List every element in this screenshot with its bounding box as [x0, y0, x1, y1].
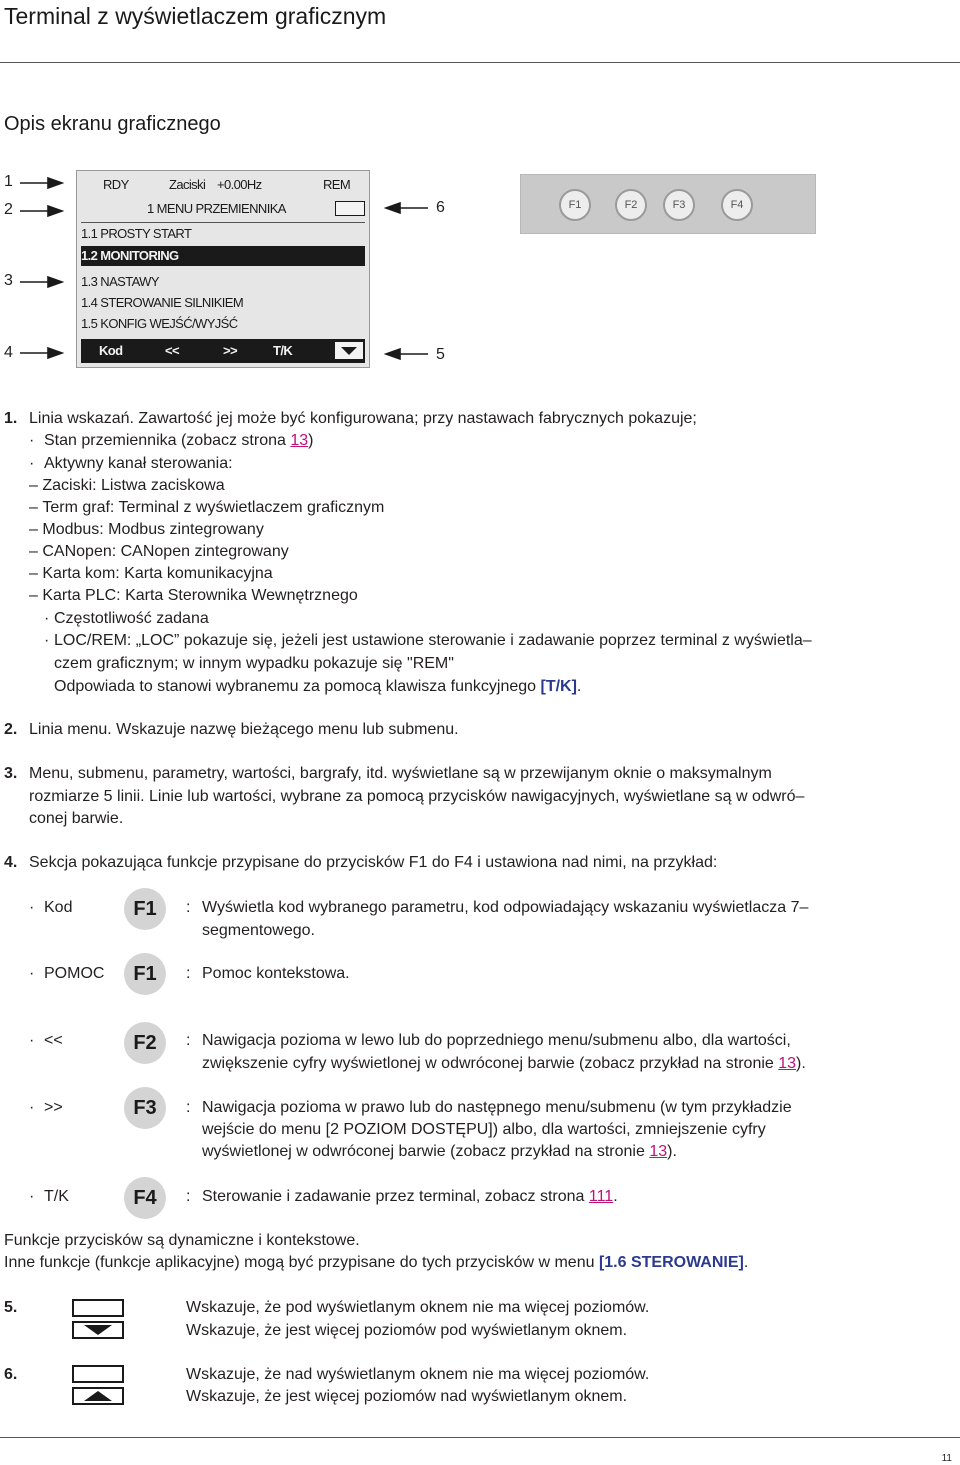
footer-divider: [0, 1437, 960, 1438]
paragraph: Linia menu. Wskazuje nazwę bieżącego menu lub submenu.: [29, 721, 459, 738]
dash-list-item: – Karta PLC: Karta Sterownika Wewnętrznego: [29, 587, 358, 604]
bullet-text: Stan przemiennika (zobacz strona 13): [44, 432, 314, 449]
bullet-item: ·: [29, 432, 35, 449]
more-levels-below-icon: [72, 1321, 124, 1339]
fkey-description: zwiększenie cyfry wyświetlonej w odwróconej barwie (zobacz przykład na stronie 13).: [202, 1055, 806, 1072]
callout-2: 2: [4, 201, 13, 218]
bullet-item: ·: [29, 1188, 35, 1205]
bullet-text: Aktywny kanał sterowania:: [44, 455, 233, 472]
key-reference[interactable]: [T/K]: [540, 678, 577, 695]
key-f1[interactable]: F1: [559, 189, 591, 221]
page-title: Terminal z wyświetlaczem graficznym: [4, 3, 387, 29]
item-number: 1.: [4, 410, 18, 427]
callout-1: 1: [4, 173, 13, 190]
f3-key-icon: F3: [124, 1087, 166, 1129]
fkey-next[interactable]: >>: [223, 343, 237, 358]
dash-list-item: – Zaciski: Listwa zaciskowa: [29, 477, 225, 494]
item-number: 4.: [4, 854, 18, 871]
fkey-description: wyświetlonej w odwróconej barwie (zobacz przykład na stronie 13).: [202, 1143, 677, 1160]
fkey-label: >>: [44, 1099, 63, 1116]
bullet-item: ·: [29, 1099, 35, 1116]
colon: :: [186, 1188, 191, 1205]
bullet-text: czem graficznym; w innym wypadku pokazuje się "REM": [54, 655, 454, 672]
fkey-label: T/K: [44, 1188, 69, 1205]
menu-line: [81, 199, 365, 219]
paragraph: Menu, submenu, parametry, wartości, bargrafy, itd. wyświetlane są w przewijanym oknie o maksymalnym: [29, 765, 772, 782]
f4-key-icon: F4: [124, 1177, 166, 1219]
dash-list-item: – Karta kom: Karta komunikacyjna: [29, 565, 273, 582]
item-number: 6.: [4, 1366, 18, 1383]
indicator-description: Wskazuje, że jest więcej poziomów pod wyświetlanym oknem.: [186, 1322, 628, 1339]
f2-key-icon: F2: [124, 1022, 166, 1064]
status-rem: REM: [323, 177, 351, 192]
status-channel: Zaciski: [169, 177, 206, 192]
f1-key-icon: F1: [124, 888, 166, 930]
fkey-label: POMOC: [44, 965, 105, 982]
bullet-item: ·: [29, 965, 35, 982]
indicator-description: Wskazuje, że nad wyświetlanym oknem nie ma więcej poziomów.: [186, 1366, 650, 1383]
colon: :: [186, 1032, 191, 1049]
no-more-levels-above-icon: [72, 1365, 124, 1383]
fkey-prev[interactable]: <<: [165, 343, 179, 358]
menu-item[interactable]: 1.4 STEROWANIE SILNIKIEM: [81, 295, 244, 310]
fkey-description: Nawigacja pozioma w prawo lub do następnego menu/submenu (w tym przykładzie: [202, 1099, 792, 1116]
paragraph: Funkcje przycisków są dynamiczne i kontekstowe.: [4, 1232, 360, 1249]
f1-key-icon: F1: [124, 953, 166, 995]
item-number: 2.: [4, 721, 18, 738]
callout-4: 4: [4, 344, 13, 361]
item-number: 5.: [4, 1299, 18, 1316]
indicator-description: Wskazuje, że jest więcej poziomów nad wyświetlanym oknem.: [186, 1388, 628, 1405]
menu-item[interactable]: 1.5 KONFIG WEJŚĆ/WYJŚĆ: [81, 316, 238, 331]
dash-list-item: – Term graf: Terminal z wyświetlaczem graficznym: [29, 499, 385, 516]
page-link[interactable]: 13: [290, 432, 309, 449]
scroll-down-indicator: [335, 342, 363, 359]
fkey-description: Sterowanie i zadawanie przez terminal, zobacz strona 111.: [202, 1188, 618, 1205]
function-keypad: [520, 174, 816, 234]
page-number: 11: [941, 1453, 952, 1464]
key-f4[interactable]: F4: [721, 189, 753, 221]
scroll-down-icon: [335, 342, 363, 359]
scroll-up-indicator: [335, 201, 365, 216]
more-levels-above-icon: [72, 1387, 124, 1405]
bullet-item: ·: [29, 1032, 35, 1049]
callout-3: 3: [4, 272, 13, 289]
menu-item[interactable]: 1.3 NASTAWY: [81, 274, 159, 289]
fkey-tk[interactable]: T/K: [273, 343, 293, 358]
fkey-kod[interactable]: Kod: [99, 343, 123, 358]
key-f2[interactable]: F2: [615, 189, 647, 221]
no-more-levels-below-icon: [72, 1299, 124, 1317]
callout-6: 6: [436, 199, 445, 216]
colon: :: [186, 965, 191, 982]
fkey-description: wejście do menu [2 POZIOM DOSTĘPU]) albo, dla wartości, zmniejszenie cyfry: [202, 1121, 766, 1138]
fkey-label: <<: [44, 1032, 63, 1049]
menu-reference[interactable]: [1.6 STEROWANIE]: [598, 1254, 744, 1271]
item-number: 3.: [4, 765, 18, 782]
callout-5: 5: [436, 346, 445, 363]
paragraph: conej barwie.: [29, 810, 124, 827]
page-link[interactable]: 13: [649, 1143, 668, 1160]
bullet-text: Odpowiada to stanowi wybranemu za pomocą klawisza funkcyjnego [T/K].: [54, 678, 582, 695]
dash-list-item: – CANopen: CANopen zintegrowany: [29, 543, 289, 560]
menu-item-selected[interactable]: 1.2 MONITORING: [81, 246, 365, 266]
key-f3[interactable]: F3: [663, 189, 695, 221]
fkey-description: Wyświetla kod wybranego parametru, kod odpowiadający wskazaniu wyświetlacza 7–: [202, 899, 809, 916]
status-rdy: RDY: [103, 177, 129, 192]
paragraph: rozmiarze 5 linii. Linie lub wartości, wybrane za pomocą przycisków nawigacyjnych, wyświetlane są w odwró–: [29, 788, 805, 805]
paragraph: Linia wskazań. Zawartość jej może być konfigurowana; przy nastawach fabrycznych pokazuje;: [29, 410, 697, 427]
dash-list-item: – Modbus: Modbus zintegrowany: [29, 521, 264, 538]
paragraph: Inne funkcje (funkcje aplikacyjne) mogą być przypisane do tych przycisków w menu [1.6 STEROWANIE].: [4, 1254, 749, 1271]
bullet-text: Częstotliwość zadana: [54, 610, 209, 627]
status-frequency: +0.00Hz: [217, 177, 262, 192]
bullet-text: LOC/REM: „LOC” pokazuje się, jeżeli jest ustawione sterowanie i zadawanie poprzez terminal z wyświetla–: [54, 632, 812, 649]
fkey-description: segmentowego.: [202, 922, 315, 939]
colon: :: [186, 1099, 191, 1116]
status-line: [81, 175, 365, 195]
fkey-description: Nawigacja pozioma w lewo lub do poprzedniego menu/submenu albo, dla wartości,: [202, 1032, 791, 1049]
bullet-item: ·: [44, 610, 50, 627]
menu-title: 1 MENU PRZEMIENNIKA: [147, 201, 286, 216]
fkey-description: Pomoc kontekstowa.: [202, 965, 350, 982]
paragraph: Sekcja pokazująca funkcje przypisane do przycisków F1 do F4 i ustawiona nad nimi, na przykład:: [29, 854, 718, 871]
indicator-description: Wskazuje, że pod wyświetlanym oknem nie ma więcej poziomów.: [186, 1299, 650, 1316]
fkey-label: Kod: [44, 899, 73, 916]
bullet-item: ·: [44, 632, 50, 649]
menu-item[interactable]: 1.1 PROSTY START: [81, 226, 192, 241]
colon: :: [186, 899, 191, 916]
page-link[interactable]: 111: [588, 1188, 614, 1205]
page-link[interactable]: 13: [778, 1055, 797, 1072]
section-title: Opis ekranu graficznego: [4, 113, 221, 135]
bullet-item: ·: [29, 899, 35, 916]
bullet-item: ·: [29, 455, 35, 472]
function-key-bar: [81, 339, 365, 363]
graphic-display: [76, 170, 370, 368]
